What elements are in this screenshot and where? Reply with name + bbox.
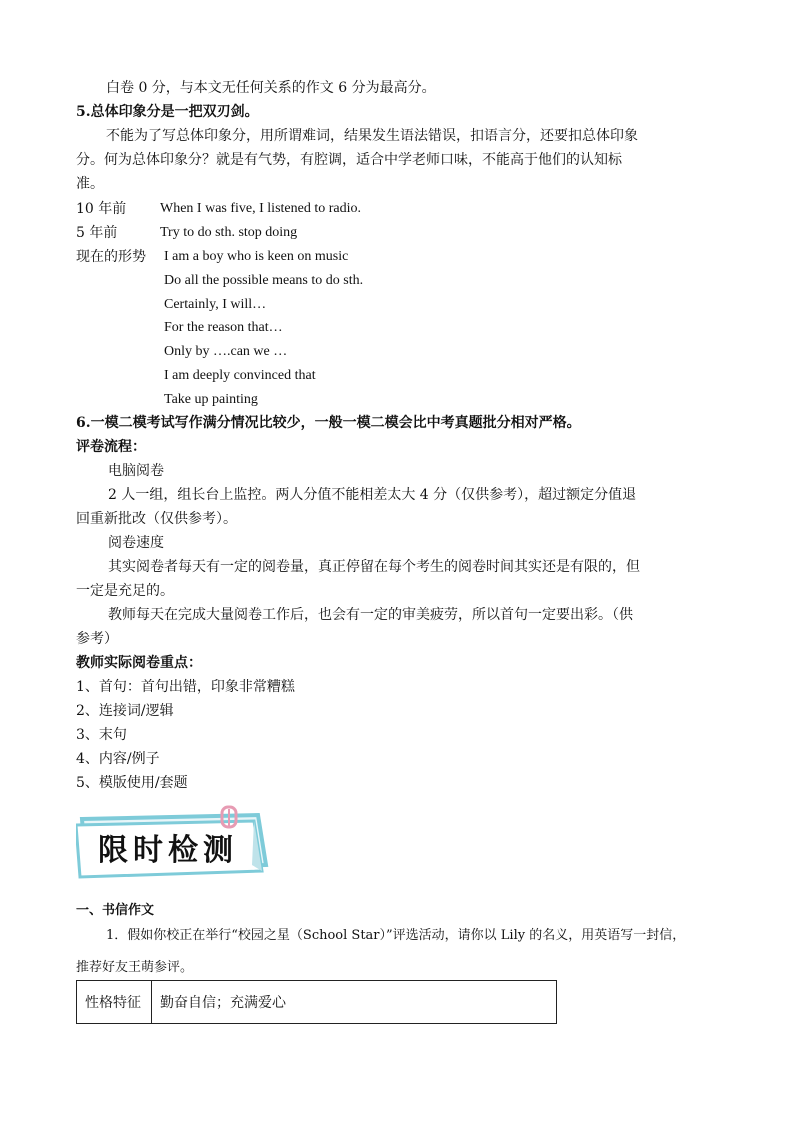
phrase-text: Try to do sth. stop doing xyxy=(160,225,298,240)
table-key: 性格特征 xyxy=(77,981,152,1024)
banner-title: 限时检测 xyxy=(98,833,238,868)
text-line: 阅卷速度 xyxy=(108,535,164,551)
text-line: 回重新批改（仅供参考）。 xyxy=(76,511,237,527)
text-line: 参考） xyxy=(76,631,118,647)
text-line: 教师每天在完成大量阅卷工作后，也会有一定的审美疲劳，所以首句一定要出彩。（供 xyxy=(108,607,633,623)
text-line: 其实阅卷者每天有一定的阅卷量，真正停留在每个考生的阅卷时间其实还是有限的，但 xyxy=(108,559,640,575)
phrase-text: Do all the possible means to do sth. xyxy=(164,273,364,288)
phrase-text: When I was five, I listened to radio. xyxy=(160,201,361,216)
phrase-text: Take up painting xyxy=(164,392,258,407)
text-line: 一定是充足的。 xyxy=(76,583,174,599)
text-line: 分。何为总体印象分？就是有气势，有腔调，适合中学老师口味，不能高于他们的认知标 xyxy=(76,152,622,168)
question-text: 推荐好友王萌参评。 xyxy=(76,960,194,975)
phrase-text: I am a boy who is keen on music xyxy=(164,249,349,264)
text-line: 2 人一组，组长台上监控。两人分值不能相差太大 4 分（仅供参考），超过额定分值退 xyxy=(108,487,637,503)
phrase-text: For the reason that… xyxy=(164,320,283,335)
focus-title: 教师实际阅卷重点： xyxy=(76,655,202,671)
exercise-section: 一、书信作文 xyxy=(76,903,155,918)
section-banner xyxy=(76,805,272,881)
phrase-text: Only by ….can we … xyxy=(164,344,288,359)
flow-title: 评卷流程： xyxy=(76,439,146,455)
list-item: 1、首句：首句出错，印象非常糟糕 xyxy=(76,679,295,695)
heading-5: 5.总体印象分是一把双刃剑。 xyxy=(76,104,259,120)
text-line: 电脑阅卷 xyxy=(108,463,164,479)
list-item: 3、末句 xyxy=(76,727,127,743)
text-line: 白卷 0 分，与本文无任何关系的作文 6 分为最高分。 xyxy=(106,80,436,96)
list-item: 5、模版使用/套题 xyxy=(76,775,188,791)
list-item: 4、内容/例子 xyxy=(76,751,160,767)
table-row xyxy=(77,981,557,1024)
phrase-label: 5 年前 xyxy=(76,225,118,241)
text-line: 准。 xyxy=(76,176,104,192)
info-table xyxy=(76,980,557,1024)
heading-6: 6.一模二模考试写作满分情况比较少，一般一模二模会比中考真题批分相对严格。 xyxy=(76,415,581,431)
table-value: 勤奋自信；充满爱心 xyxy=(152,981,557,1024)
list-item: 2、连接词/逻辑 xyxy=(76,703,174,719)
text-line: 不能为了写总体印象分，用所谓难词，结果发生语法错误，扣语言分，还要扣总体印象 xyxy=(106,128,638,144)
phrase-text: Certainly, I will… xyxy=(164,297,267,312)
phrase-text: I am deeply convinced that xyxy=(164,368,316,383)
phrase-label: 现在的形势 xyxy=(76,249,146,265)
phrase-label: 10 年前 xyxy=(76,201,127,217)
question-text: 1．假如你校正在举行“校园之星（School Star）”评选活动，请你以 Lily 的名义，用英语写一封信， xyxy=(106,928,686,943)
